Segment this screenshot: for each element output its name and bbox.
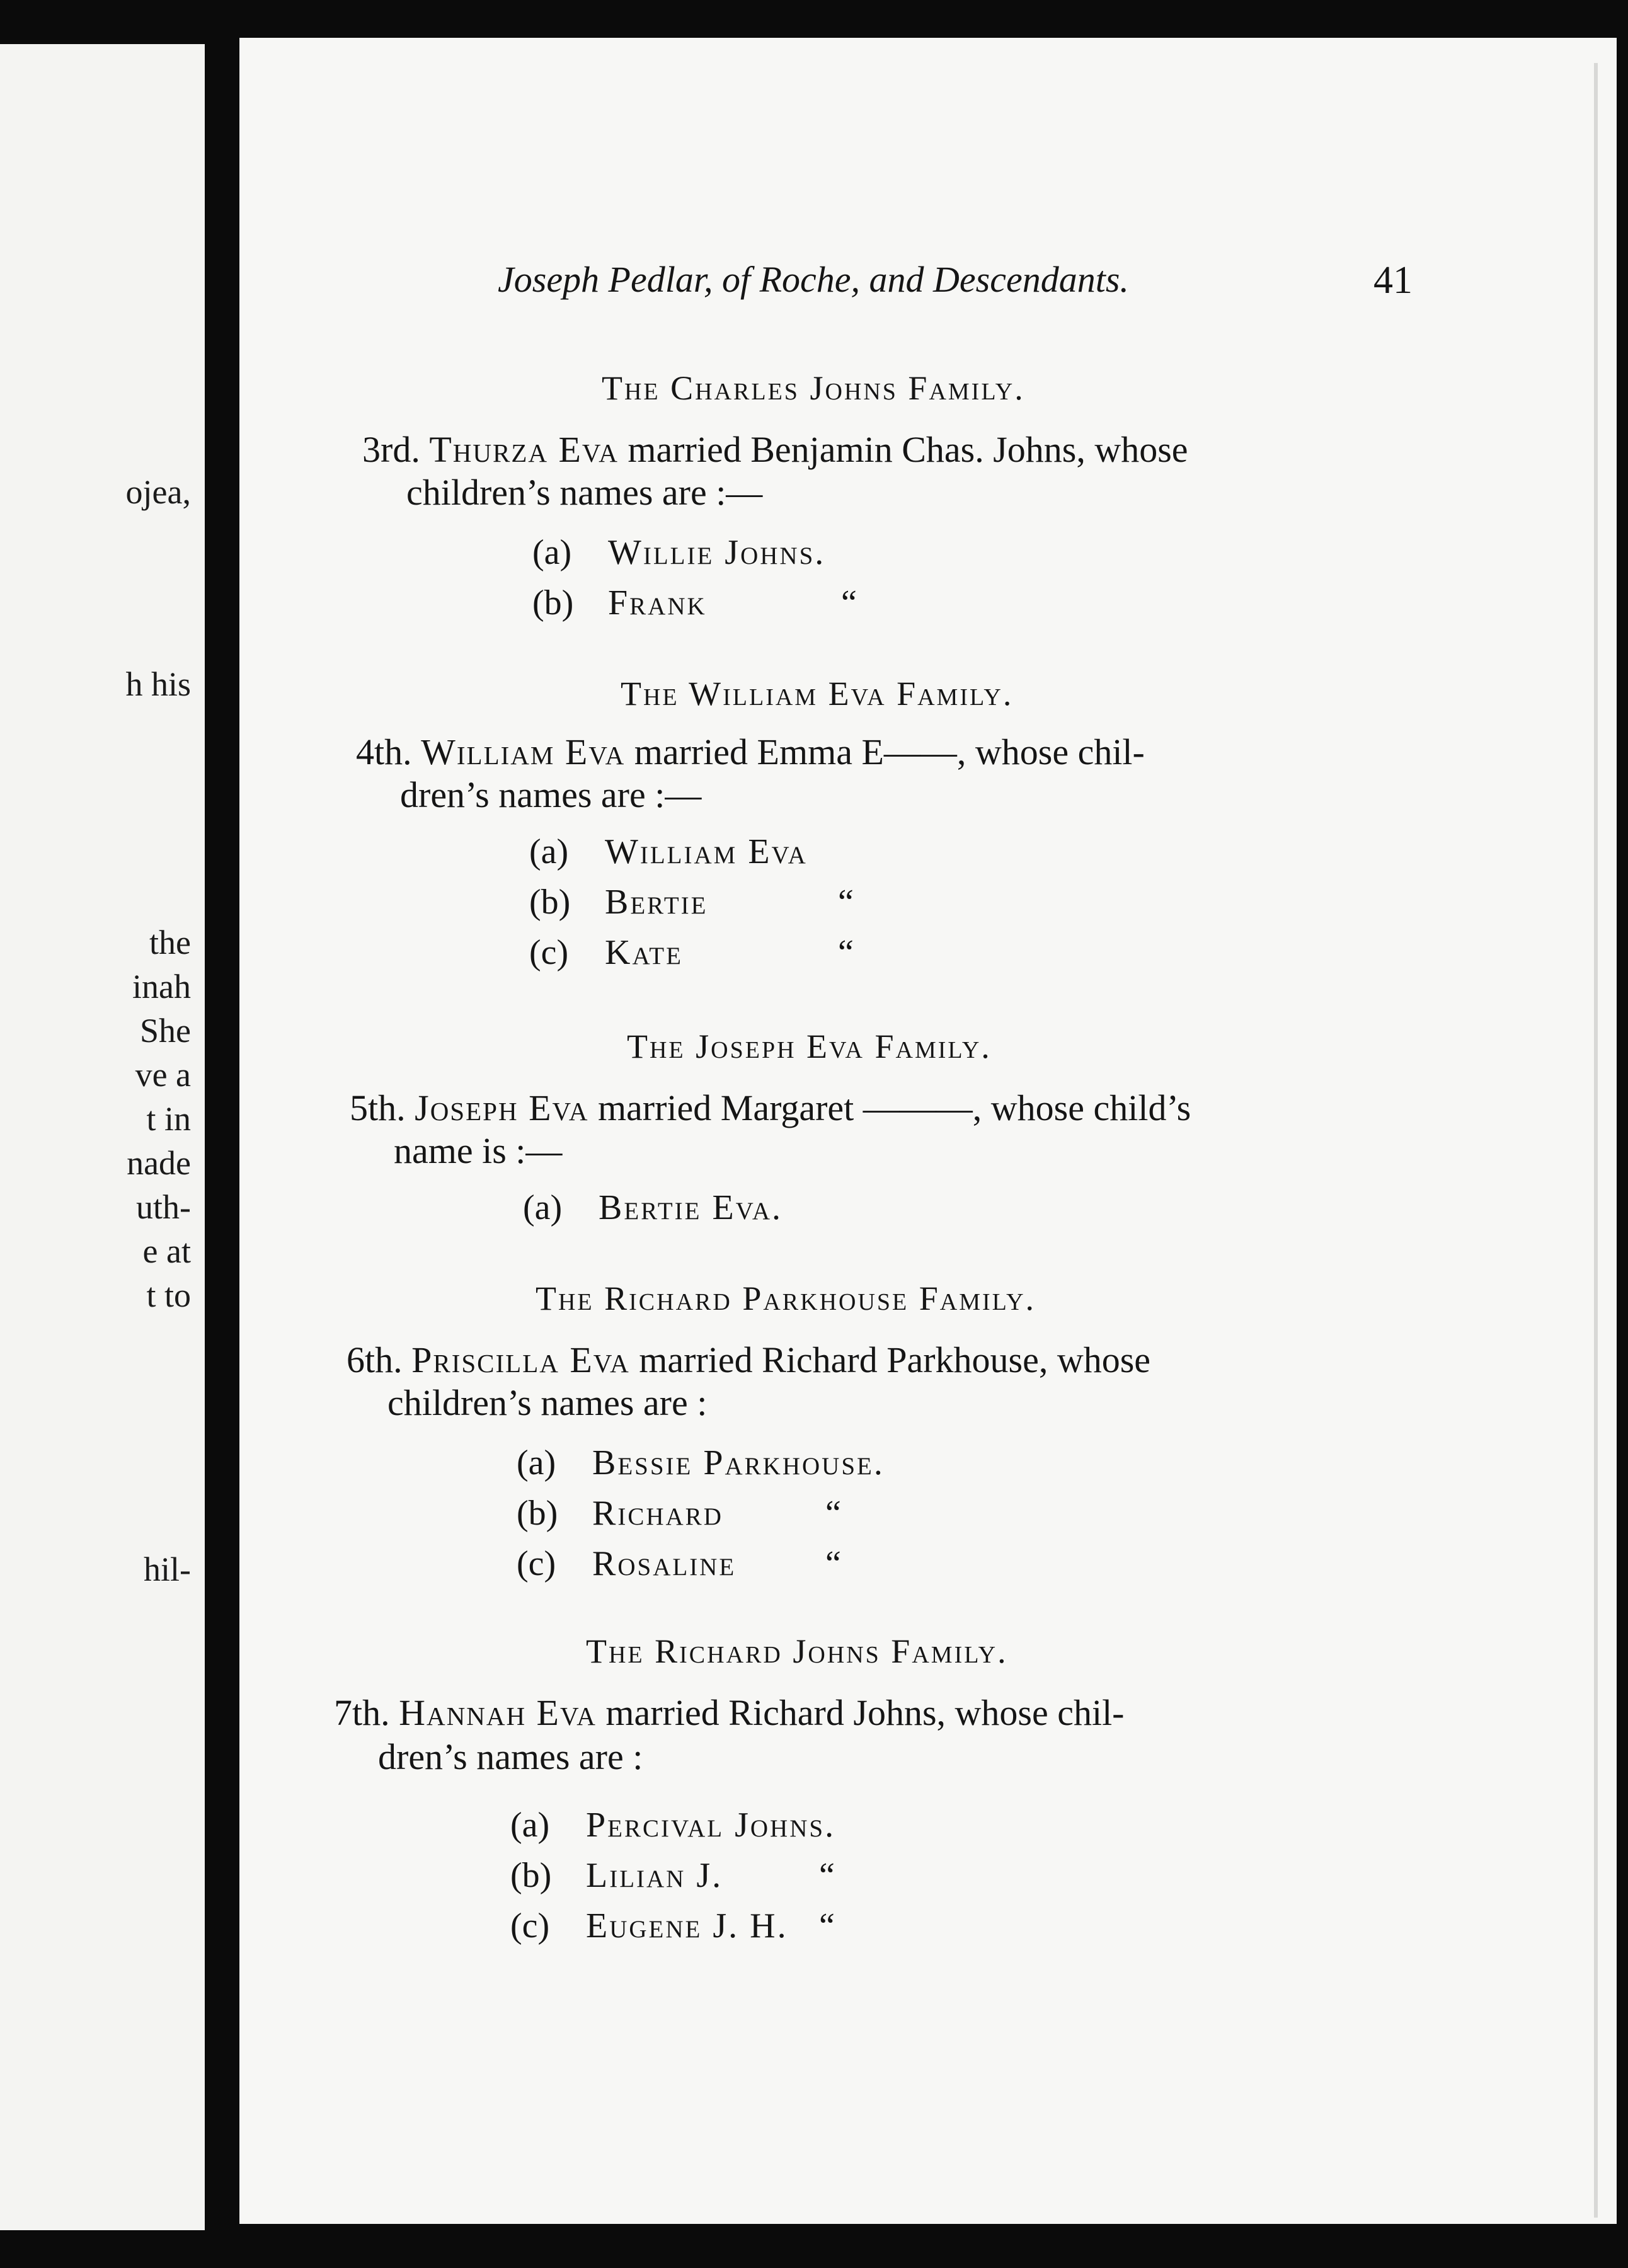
ordinal: 5th. xyxy=(350,1087,406,1128)
child-entry xyxy=(510,1906,835,1946)
ditto-mark: “ xyxy=(841,583,857,622)
marriage-text: married Richard Johns, whose chil- xyxy=(605,1692,1125,1733)
children-intro: name is :— xyxy=(394,1130,563,1171)
child-entry xyxy=(532,583,857,623)
left-page-fragment: nade xyxy=(127,1144,191,1182)
child-entry xyxy=(517,1443,932,1483)
left-page-fragment: She xyxy=(140,1012,191,1050)
ditto-mark: “ xyxy=(838,933,854,972)
child-letter: (c) xyxy=(517,1544,556,1583)
child-entry xyxy=(510,1855,835,1896)
page-edge xyxy=(1594,63,1598,2218)
left-page-fragment: t to xyxy=(146,1276,191,1314)
running-title: Joseph Pedlar, of Roche, and Descendants. xyxy=(498,259,1129,300)
child-entry xyxy=(529,832,838,872)
spouse-name: Thurza Eva xyxy=(429,429,619,470)
children-intro: children’s names are :— xyxy=(406,472,763,513)
child-name: Lilian J. xyxy=(586,1856,723,1895)
left-page-fragment: uth- xyxy=(136,1188,191,1226)
child-entry xyxy=(517,1544,841,1584)
marriage-line xyxy=(347,1339,1150,1381)
section-heading: The Charles Johns Family. xyxy=(602,369,1025,407)
child-entry xyxy=(529,882,854,922)
child-entry xyxy=(532,532,841,573)
child-letter: (c) xyxy=(510,1906,550,1945)
marriage-text: married Richard Parkhouse, whose xyxy=(639,1339,1151,1380)
ordinal: 7th. xyxy=(334,1692,390,1733)
left-page-fragment: e at xyxy=(142,1232,191,1270)
section-heading: The William Eva Family. xyxy=(621,675,1014,713)
child-name: Willie Johns. xyxy=(608,533,826,572)
child-letter: (c) xyxy=(529,933,569,972)
child-letter: (b) xyxy=(532,583,574,622)
children-intro: dren’s names are : xyxy=(378,1736,643,1777)
ordinal: 6th. xyxy=(347,1339,403,1380)
left-page-fragment: ojea, xyxy=(125,473,191,511)
child-name: Bertie xyxy=(605,883,708,922)
left-page-fragment: inah xyxy=(132,968,191,1005)
left-page-fragment: h his xyxy=(125,665,191,703)
child-entry xyxy=(523,1188,832,1228)
marriage-line xyxy=(334,1692,1125,1734)
marriage-text: married Margaret ———, whose child’s xyxy=(597,1087,1191,1128)
child-entry xyxy=(529,932,854,973)
marriage-line xyxy=(356,731,1145,773)
left-page-fragment: t in xyxy=(146,1100,191,1138)
child-letter: (a) xyxy=(517,1443,556,1482)
marriage-text: married Emma E——, whose chil- xyxy=(634,731,1145,772)
ditto-mark: “ xyxy=(825,1494,841,1533)
child-letter: (b) xyxy=(529,883,571,922)
child-name: Kate xyxy=(605,933,683,972)
section-heading: The Joseph Eva Family. xyxy=(627,1028,992,1065)
child-name: Richard xyxy=(592,1494,723,1533)
spouse-name: Hannah Eva xyxy=(399,1692,597,1733)
child-letter: (a) xyxy=(523,1188,563,1227)
section-heading: The Richard Johns Family. xyxy=(586,1632,1008,1670)
marriage-line xyxy=(350,1087,1191,1129)
left-page-fragment: the xyxy=(149,924,191,961)
page-number: 41 xyxy=(1373,259,1413,302)
left-page-fragment: ve a xyxy=(135,1056,191,1094)
child-name: Bessie Parkhouse. xyxy=(592,1443,885,1482)
marriage-line xyxy=(362,428,1188,471)
section-heading: The Richard Parkhouse Family. xyxy=(536,1280,1036,1317)
child-name: Rosaline xyxy=(592,1544,737,1583)
ordinal: 4th. xyxy=(356,731,412,772)
child-letter: (b) xyxy=(517,1494,558,1533)
child-name: Frank xyxy=(608,583,707,622)
spouse-name: Priscilla Eva xyxy=(411,1339,630,1380)
left-page-fragment: hil- xyxy=(144,1550,191,1588)
children-intro: dren’s names are :— xyxy=(400,774,702,815)
child-letter: (a) xyxy=(529,832,569,871)
child-name: Bertie Eva. xyxy=(599,1188,782,1227)
left-page xyxy=(0,44,205,2230)
child-entry xyxy=(510,1805,836,1845)
ditto-mark: “ xyxy=(838,883,854,922)
ditto-mark: “ xyxy=(819,1906,835,1945)
marriage-text: married Benjamin Chas. Johns, whose xyxy=(628,429,1188,470)
spouse-name: Joseph Eva xyxy=(415,1087,589,1128)
child-letter: (a) xyxy=(532,533,572,572)
child-name: Eugene J. H. xyxy=(586,1906,788,1945)
child-letter: (b) xyxy=(510,1856,552,1895)
ditto-mark: “ xyxy=(819,1856,835,1895)
children-intro: children’s names are : xyxy=(387,1382,708,1423)
child-name: William Eva xyxy=(605,832,808,871)
child-letter: (a) xyxy=(510,1806,550,1845)
child-name: Percival Johns. xyxy=(586,1806,836,1845)
ordinal: 3rd. xyxy=(362,429,420,470)
child-entry xyxy=(517,1493,841,1533)
ditto-mark: “ xyxy=(825,1544,841,1583)
spouse-name: William Eva xyxy=(421,731,626,772)
